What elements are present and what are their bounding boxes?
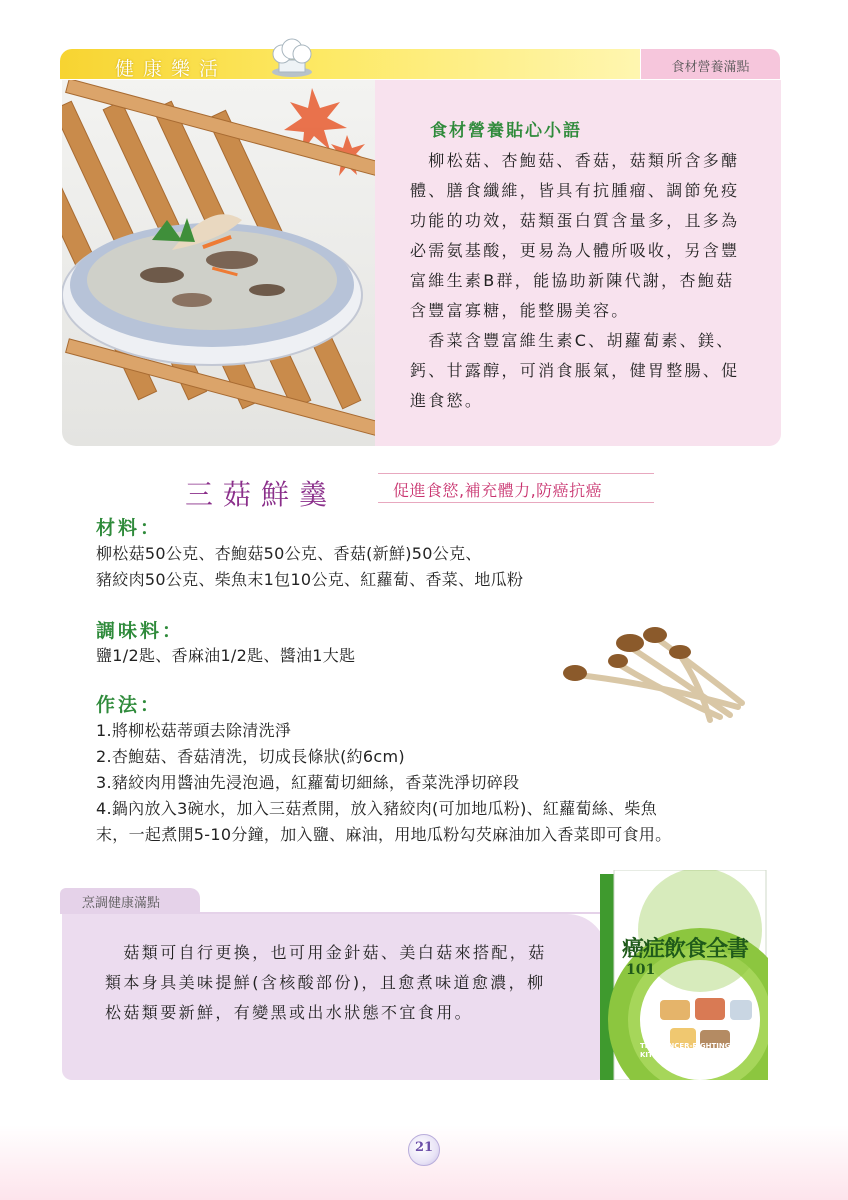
nutrition-tip-line: 富維生素B群，能協助新陳代謝，杏鮑菇	[410, 271, 735, 290]
recipe-title: 三菇鮮羹	[185, 478, 338, 511]
book-cover	[600, 870, 768, 1080]
cooking-tip-line: 松菇類要新鮮，有變黑或出水狀態不宜食用。	[105, 1003, 474, 1022]
method-heading: 作法：	[96, 694, 163, 716]
nutrition-tip-line: 含豐富寡糖，能整腸美容。	[410, 301, 630, 320]
nutrition-tip-line: 功能的功效，菇類蛋白質含量多，且多為	[410, 211, 740, 230]
method-step: 3.豬絞肉用醬油先浸泡過，紅蘿蔔切細絲，香菜洗淨切碎段	[96, 773, 520, 792]
nutrition-tips-title: 食材營養貼心小語	[430, 121, 582, 141]
cooking-tips-box	[62, 914, 607, 1080]
mushroom-illustration	[560, 625, 752, 725]
seasoning-line: 鹽1/2匙、香麻油1/2匙、醬油1大匙	[96, 646, 356, 665]
book-title: 癌症飲食全書	[622, 936, 749, 962]
recipe-tagline: 促進食慾,補充體力,防癌抗癌	[393, 481, 603, 500]
method-step: 2.杏鮑菇、香菇清洗，切成長條狀(約6cm)	[96, 747, 405, 766]
nutrition-tip-line: 進食慾。	[410, 391, 484, 410]
book-number: 101	[626, 962, 656, 978]
nutrition-tip-line: 必需氨基酸，更易為人體所吸收，另含豐	[410, 241, 740, 260]
cooking-tip-line: 類本身具美味提鮮(含核酸部份)，且愈煮味道愈濃，柳	[105, 973, 546, 992]
method-step: 末，一起煮開5-10分鐘，加入鹽、麻油，用地瓜粉勾芡麻油加入香菜即可食用。	[96, 825, 672, 844]
ingredient-line: 豬絞肉50公克、柴魚末1包10公克、紅蘿蔔、香菜、地瓜粉	[96, 570, 524, 589]
page-number: 21	[414, 1140, 434, 1155]
header-tab-label: 食材營養滿點	[671, 60, 750, 75]
section-title: 健康樂活	[115, 58, 228, 80]
nutrition-tip-line: 鈣、甘露醇，可消食脹氣，健胃整腸、促	[410, 361, 740, 380]
cooking-tip-line: 菇類可自行更換，也可用金針菇、美白菇來搭配，菇	[105, 943, 547, 962]
cooking-tips-tab-label: 烹調健康滿點	[82, 896, 161, 911]
method-step: 1.將柳松菇蒂頭去除清洗淨	[96, 721, 292, 740]
method-step: 4.鍋內放入3碗水，加入三菇煮開，放入豬絞肉(可加地瓜粉)、紅蘿蔔絲、柴魚	[96, 799, 658, 818]
nutrition-tip-line: 柳松菇、杏鮑菇、香菇，菇類所含多醣	[410, 151, 740, 170]
chef-hat-icon	[266, 38, 318, 78]
seasoning-heading: 調味料：	[96, 620, 185, 642]
nutrition-tip-line: 香菜含豐富維生素C、胡蘿蔔素、鎂、	[410, 331, 735, 350]
ingredients-heading: 材料：	[96, 517, 163, 539]
nutrition-tip-line: 體、膳食纖維，皆具有抗腫瘤、調節免疫	[410, 181, 740, 200]
ingredient-line: 柳松菇50公克、杏鮑菇50公克、香菇(新鮮)50公克、	[96, 544, 482, 563]
book-subtitle: THE CANCER-FIGHTING KITCHEN	[640, 1042, 731, 1059]
dish-photo	[62, 80, 375, 446]
